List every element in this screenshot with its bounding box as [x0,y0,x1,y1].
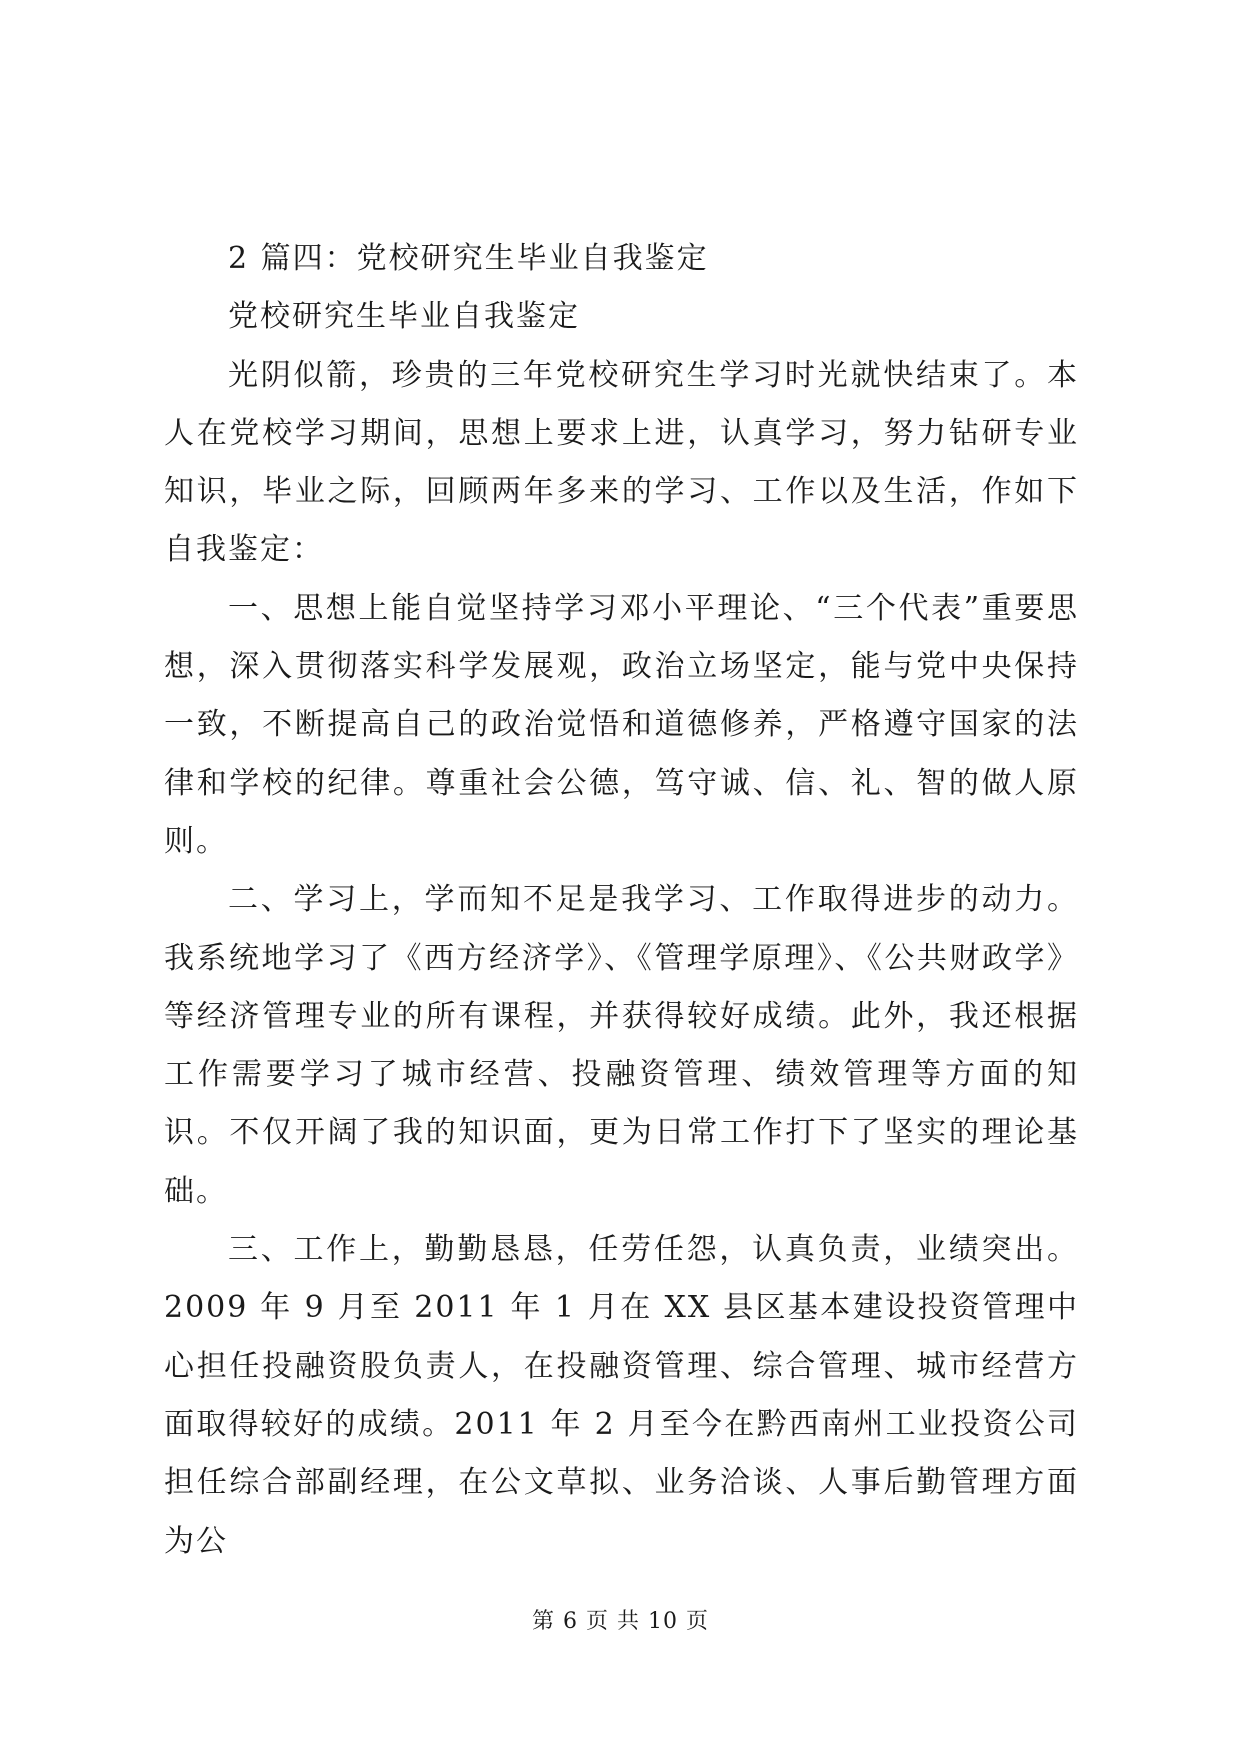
page-footer [0,1604,1241,1635]
paragraph-intro: 光阴似箭，珍贵的三年党校研究生学习时光就快结束了。本人在党校学习期间，思想上要求上进，认真学习，努力钻研专业知识，毕业之际，回顾两年多来的学习、工作以及生活，作如下自我鉴定： [164,357,1079,568]
paragraph-study: 二、学习上，学而知不足是我学习、工作取得进步的动力。我系统地学习了《西方经济学》、《管理学原理》、《公共财政学》等经济管理专业的所有课程，并获得较好成绩。此外，我还根据工作需要学习了城市经营、投融资管理、绩效管理等方面的知识。不仅开阔了我的知识面，更为日常工作打下了坚实的理论基础。 [164,882,1079,1209]
section-heading: 2 篇四：党校研究生毕业自我鉴定 [228,241,709,276]
page-number: 第 6 页 共 10 页 [532,1609,709,1634]
document-title: 党校研究生毕业自我鉴定 [228,299,580,335]
document-body [164,230,1079,1571]
paragraph-ideology: 一、思想上能自觉坚持学习邓小平理论、“三个代表”重要思想，深入贯彻落实科学发展观，政治立场坚定，能与党中央保持一致，不断提高自己的政治觉悟和道德修养，严格遵守国家的法律和学校的纪律。尊重社会公德，笃守诚、信、礼、智的做人原则。 [164,590,1079,859]
paragraph-work: 三、工作上，勤勤恳恳，任劳任怨，认真负责，业绩突出。2009 年 9 月至 2011 年 1 月在 XX 县区基本建设投资管理中心担任投融资股负责人，在投融资管理、综合管理、城市经营方面取得较好的成绩。2011 年 2 月至今在黔西南州工业投资公司担任综合部副经理，在公文草拟、业务洽谈、人事后勤管理方面为公 [164,1232,1079,1559]
